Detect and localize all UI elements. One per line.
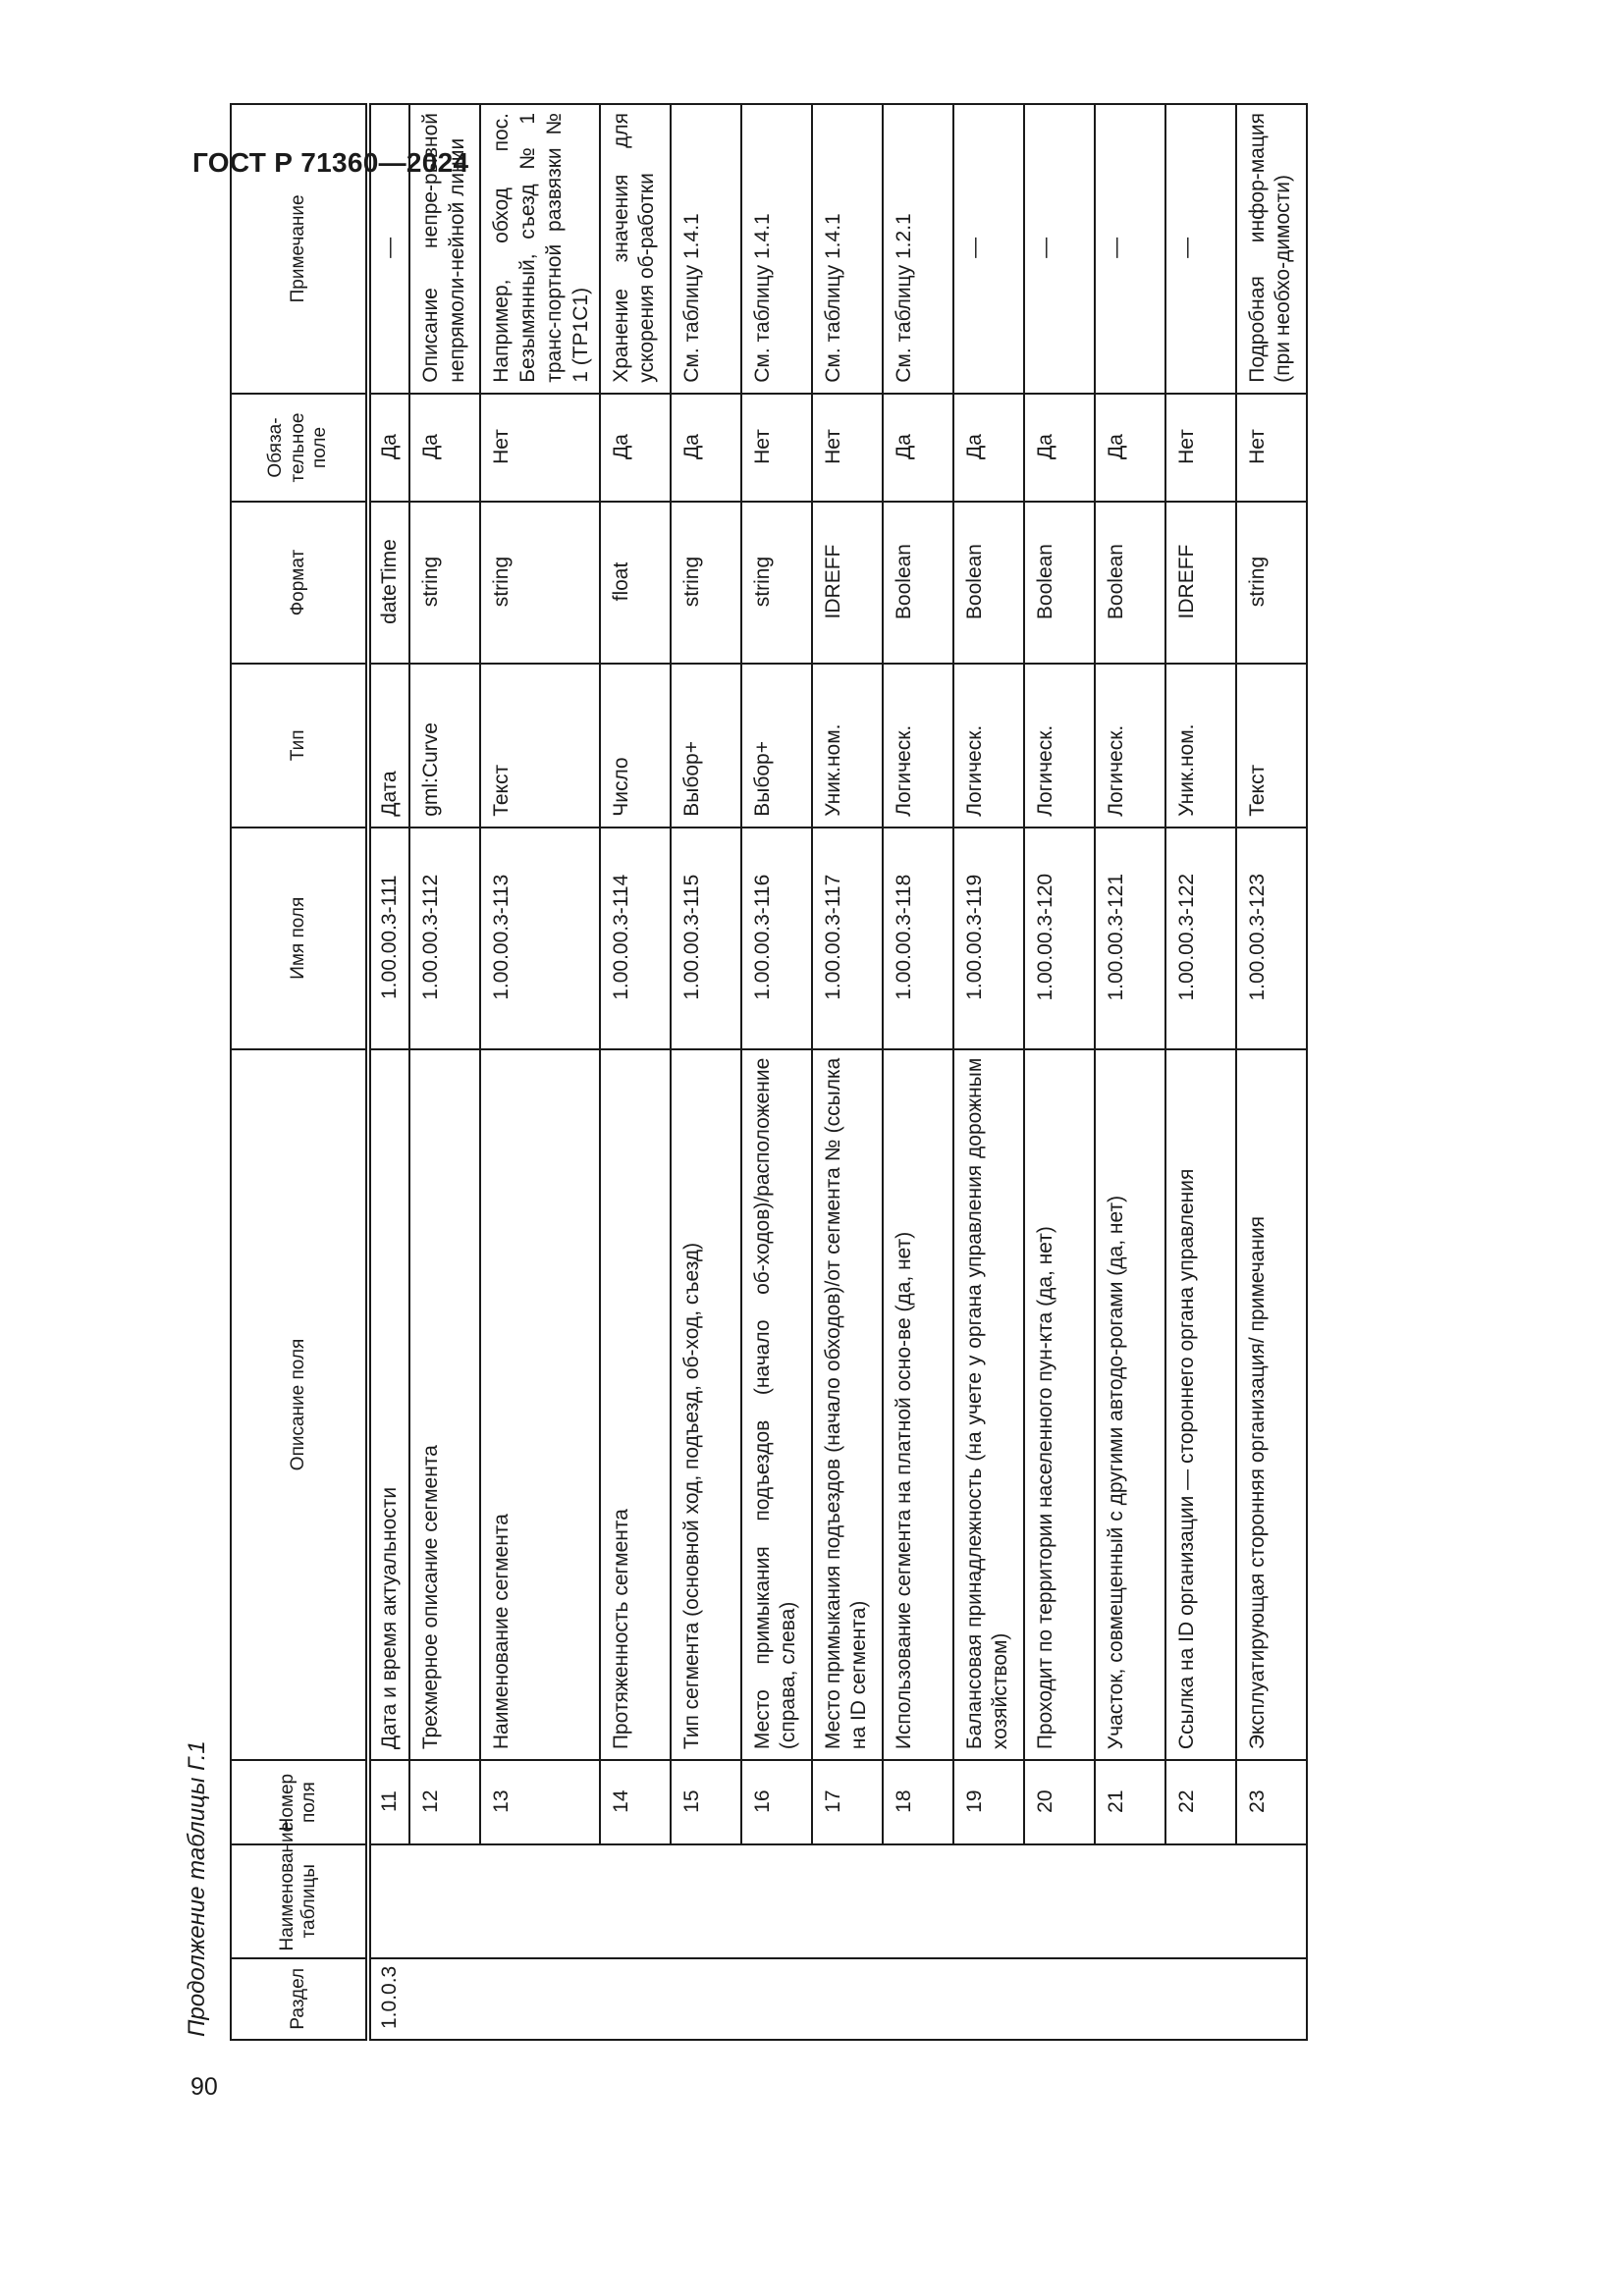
cell-required: Да bbox=[883, 394, 953, 503]
cell-note: — bbox=[953, 104, 1024, 394]
column-header: Формат bbox=[231, 502, 366, 664]
cell-num: 18 bbox=[883, 1760, 953, 1844]
cell-num: 19 bbox=[953, 1760, 1024, 1844]
table-caption: Продолжение таблицы Г.1 bbox=[184, 1740, 210, 2037]
column-header: Имя поля bbox=[231, 828, 366, 1049]
cell-name: 1.00.00.3-118 bbox=[883, 828, 953, 1049]
cell-name: 1.00.00.3-114 bbox=[600, 828, 671, 1049]
empty-cell bbox=[409, 1958, 480, 2040]
cell-name: 1.00.00.3-115 bbox=[671, 828, 741, 1049]
cell-format: dateTime bbox=[370, 502, 409, 664]
cell-num: 14 bbox=[600, 1760, 671, 1844]
cell-name: 1.00.00.3-122 bbox=[1165, 828, 1236, 1049]
cell-desc: Место примыкания подъездов (начало обходов)/от сегмента № (ссылка на ID сегмента) bbox=[812, 1049, 883, 1760]
cell-type: gml:Curve bbox=[409, 664, 480, 828]
table-row bbox=[1024, 104, 1095, 2040]
cell-format: string bbox=[671, 502, 741, 664]
cell-desc: Использование сегмента на платной осно-ве (да, нет) bbox=[883, 1049, 953, 1760]
table-row bbox=[409, 104, 480, 2040]
cell-format: IDREFF bbox=[812, 502, 883, 664]
cell-note: См. таблицу 1.4.1 bbox=[671, 104, 741, 394]
empty-cell bbox=[600, 1844, 671, 1957]
cell-required: Нет bbox=[480, 394, 600, 503]
cell-name: 1.00.00.3-120 bbox=[1024, 828, 1095, 1049]
cell-required: Нет bbox=[812, 394, 883, 503]
table-row bbox=[953, 104, 1024, 2040]
table-header-row bbox=[231, 104, 366, 2040]
cell-desc: Балансовая принадлежность (на учете у органа управления дорожным хозяйством) bbox=[953, 1049, 1024, 1760]
empty-cell bbox=[812, 1844, 883, 1957]
cell-name: 1.00.00.3-111 bbox=[370, 828, 409, 1049]
cell-name: 1.00.00.3-112 bbox=[409, 828, 480, 1049]
table-row bbox=[883, 104, 953, 2040]
cell-note: Хранение значения для ускорения об-работки bbox=[600, 104, 671, 394]
section-cell: 1.0.0.3 bbox=[370, 1958, 409, 2040]
document-code-header: ГОСТ Р 71360—2024 bbox=[192, 147, 469, 178]
cell-format: string bbox=[741, 502, 812, 664]
column-header: Описание поля bbox=[231, 1049, 366, 1760]
cell-format: Boolean bbox=[953, 502, 1024, 664]
cell-format: float bbox=[600, 502, 671, 664]
empty-cell bbox=[600, 1958, 671, 2040]
cell-required: Да bbox=[600, 394, 671, 503]
cell-name: 1.00.00.3-116 bbox=[741, 828, 812, 1049]
cell-type: Текст bbox=[480, 664, 600, 828]
table-body bbox=[366, 104, 1307, 2040]
empty-cell bbox=[1236, 1958, 1307, 2040]
cell-required: Да bbox=[409, 394, 480, 503]
table-row bbox=[480, 104, 600, 2040]
empty-cell bbox=[1236, 1844, 1307, 1957]
cell-note: — bbox=[1024, 104, 1095, 394]
cell-format: Boolean bbox=[883, 502, 953, 664]
table-row bbox=[1236, 104, 1307, 2040]
empty-cell bbox=[953, 1844, 1024, 1957]
column-header: Тип bbox=[231, 664, 366, 828]
empty-cell bbox=[480, 1958, 600, 2040]
empty-cell bbox=[480, 1844, 600, 1957]
column-header: Номер поля bbox=[231, 1760, 366, 1844]
table-row bbox=[741, 104, 812, 2040]
cell-format: Boolean bbox=[1095, 502, 1165, 664]
cell-type: Уник.ном. bbox=[812, 664, 883, 828]
cell-note: См. таблицу 1.4.1 bbox=[812, 104, 883, 394]
table-row bbox=[600, 104, 671, 2040]
cell-desc: Наименование сегмента bbox=[480, 1049, 600, 1760]
cell-name: 1.00.00.3-117 bbox=[812, 828, 883, 1049]
cell-note: Например, обход пос. Безымянный, съезд № 1 транс-портной развязки № 1 (ТР1С1) bbox=[480, 104, 600, 394]
specification-table bbox=[230, 103, 1308, 2041]
cell-desc: Тип сегмента (основной ход, подъезд, об-ход, съезд) bbox=[671, 1049, 741, 1760]
table-row bbox=[370, 104, 409, 2040]
cell-required: Нет bbox=[741, 394, 812, 503]
empty-cell bbox=[741, 1844, 812, 1957]
cell-desc: Проходит по территории населенного пун-кта (да, нет) bbox=[1024, 1049, 1095, 1760]
cell-type: Логическ. bbox=[1095, 664, 1165, 828]
cell-required: Да bbox=[1095, 394, 1165, 503]
cell-type: Выбор+ bbox=[741, 664, 812, 828]
column-header: Примечание bbox=[231, 104, 366, 394]
cell-format: string bbox=[1236, 502, 1307, 664]
cell-required: Да bbox=[370, 394, 409, 503]
cell-type: Число bbox=[600, 664, 671, 828]
empty-cell bbox=[671, 1844, 741, 1957]
cell-note: Подробная инфор-мация (при необхо-димости) bbox=[1236, 104, 1307, 394]
cell-desc: Дата и время актуальности bbox=[370, 1049, 409, 1760]
cell-type: Логическ. bbox=[953, 664, 1024, 828]
table-row bbox=[671, 104, 741, 2040]
empty-cell bbox=[883, 1958, 953, 2040]
cell-required: Да bbox=[1024, 394, 1095, 503]
cell-format: string bbox=[409, 502, 480, 664]
table-row bbox=[1165, 104, 1236, 2040]
cell-note: — bbox=[1165, 104, 1236, 394]
cell-num: 17 bbox=[812, 1760, 883, 1844]
cell-desc: Протяженность сегмента bbox=[600, 1049, 671, 1760]
cell-num: 15 bbox=[671, 1760, 741, 1844]
cell-name: 1.00.00.3-119 bbox=[953, 828, 1024, 1049]
empty-cell bbox=[1095, 1958, 1165, 2040]
cell-type: Выбор+ bbox=[671, 664, 741, 828]
cell-num: 22 bbox=[1165, 1760, 1236, 1844]
cell-desc: Эксплуатирующая сторонняя организация/ примечания bbox=[1236, 1049, 1307, 1760]
empty-cell bbox=[1165, 1958, 1236, 2040]
cell-type: Уник.ном. bbox=[1165, 664, 1236, 828]
cell-note: См. таблицу 1.2.1 bbox=[883, 104, 953, 394]
cell-desc: Ссылка на ID организации — стороннего органа управления bbox=[1165, 1049, 1236, 1760]
cell-note: — bbox=[370, 104, 409, 394]
cell-num: 21 bbox=[1095, 1760, 1165, 1844]
empty-cell bbox=[409, 1844, 480, 1957]
empty-cell bbox=[1024, 1958, 1095, 2040]
cell-note: — bbox=[1095, 104, 1165, 394]
table-row bbox=[812, 104, 883, 2040]
cell-required: Нет bbox=[1165, 394, 1236, 503]
cell-note: См. таблицу 1.4.1 bbox=[741, 104, 812, 394]
column-header: Раздел bbox=[231, 1958, 366, 2040]
cell-type: Логическ. bbox=[1024, 664, 1095, 828]
empty-cell bbox=[883, 1844, 953, 1957]
cell-name: 1.00.00.3-121 bbox=[1095, 828, 1165, 1049]
cell-num: 23 bbox=[1236, 1760, 1307, 1844]
cell-format: Boolean bbox=[1024, 502, 1095, 664]
cell-num: 16 bbox=[741, 1760, 812, 1844]
cell-desc: Место примыкания подъездов (начало об-ходов)/расположение (справа, слева) bbox=[741, 1049, 812, 1760]
empty-cell bbox=[370, 1844, 409, 1957]
cell-desc: Трехмерное описание сегмента bbox=[409, 1049, 480, 1760]
cell-required: Да bbox=[953, 394, 1024, 503]
cell-note: Описание непре-рывной непрямоли-нейной линии bbox=[409, 104, 480, 394]
empty-cell bbox=[1165, 1844, 1236, 1957]
cell-num: 13 bbox=[480, 1760, 600, 1844]
empty-cell bbox=[1024, 1844, 1095, 1957]
cell-num: 20 bbox=[1024, 1760, 1095, 1844]
cell-name: 1.00.00.3-113 bbox=[480, 828, 600, 1049]
rotated-table-block bbox=[169, 103, 1455, 2041]
empty-cell bbox=[812, 1958, 883, 2040]
cell-required: Да bbox=[671, 394, 741, 503]
empty-cell bbox=[671, 1958, 741, 2040]
cell-num: 11 bbox=[370, 1760, 409, 1844]
page-number: 90 bbox=[190, 2073, 218, 2101]
cell-num: 12 bbox=[409, 1760, 480, 1844]
table-row bbox=[1095, 104, 1165, 2040]
cell-format: IDREFF bbox=[1165, 502, 1236, 664]
cell-type: Логическ. bbox=[883, 664, 953, 828]
column-header: Наименование таблицы bbox=[231, 1844, 366, 1957]
cell-desc: Участок, совмещенный с другими автодо-рогами (да, нет) bbox=[1095, 1049, 1165, 1760]
column-header: Обяза-тельное поле bbox=[231, 394, 366, 503]
empty-cell bbox=[1095, 1844, 1165, 1957]
cell-name: 1.00.00.3-123 bbox=[1236, 828, 1307, 1049]
empty-cell bbox=[741, 1958, 812, 2040]
cell-type: Дата bbox=[370, 664, 409, 828]
empty-cell bbox=[953, 1958, 1024, 2040]
cell-type: Текст bbox=[1236, 664, 1307, 828]
cell-required: Нет bbox=[1236, 394, 1307, 503]
cell-format: string bbox=[480, 502, 600, 664]
